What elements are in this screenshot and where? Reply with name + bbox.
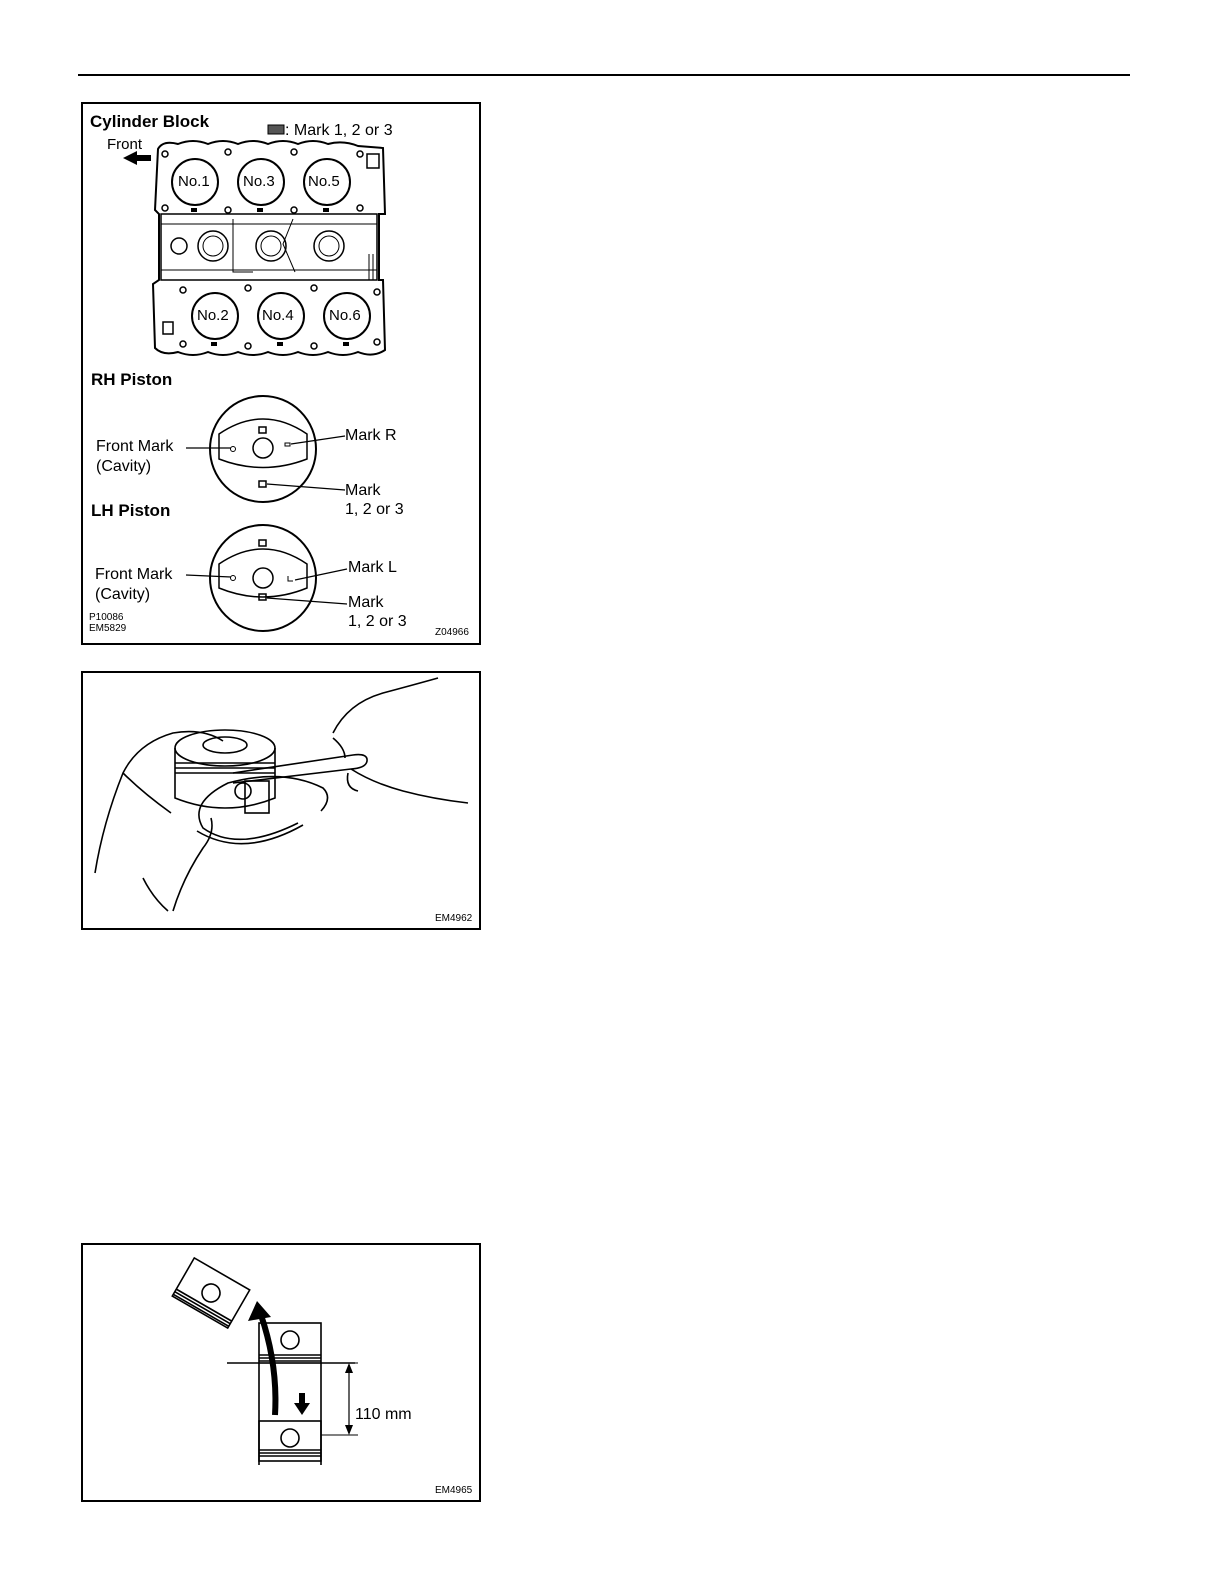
piston-ring-illustration bbox=[83, 673, 479, 928]
figure3-code: EM4965 bbox=[435, 1485, 473, 1496]
lh-mark-label: Mark bbox=[348, 594, 384, 611]
lh-mark-l-label: Mark L bbox=[348, 559, 397, 576]
dimension-label: 110 mm bbox=[355, 1406, 412, 1423]
lh-front-mark-label: Front Mark bbox=[95, 566, 173, 583]
figure2-code: EM4962 bbox=[435, 913, 473, 924]
front-label: Front bbox=[107, 136, 143, 153]
mark-legend-text: : Mark 1, 2 or 3 bbox=[285, 122, 393, 139]
rh-front-mark-label: Front Mark bbox=[96, 438, 174, 455]
cylinder-label-no1: No.1 bbox=[178, 173, 210, 190]
section-lh-piston-title: LH Piston bbox=[91, 501, 171, 520]
cylinder-label-no5: No.5 bbox=[308, 173, 340, 190]
rh-mark-label: Mark bbox=[345, 482, 381, 499]
figure1-code-z: Z04966 bbox=[435, 627, 469, 638]
cylinder-label-no3: No.3 bbox=[243, 173, 275, 190]
lh-mark-values: 1, 2 or 3 bbox=[348, 613, 407, 630]
cylinder-label-no6: No.6 bbox=[329, 307, 361, 324]
figure-piston-pin-heating bbox=[81, 1243, 481, 1502]
figure-cylinder-block-pistons bbox=[81, 102, 481, 645]
rh-mark-r-label: Mark R bbox=[345, 427, 397, 444]
header-rule bbox=[78, 74, 1130, 76]
rh-mark-values: 1, 2 or 3 bbox=[345, 501, 404, 518]
figure1-code-p: P10086 bbox=[89, 612, 124, 623]
section-cylinder-block-title: Cylinder Block bbox=[90, 112, 210, 131]
cylinder-label-no4: No.4 bbox=[262, 307, 294, 324]
figure-piston-ring-removal bbox=[81, 671, 481, 930]
lh-cavity-label: (Cavity) bbox=[95, 586, 151, 603]
piston-removal-illustration bbox=[83, 1245, 479, 1500]
rh-cavity-label: (Cavity) bbox=[96, 458, 152, 475]
cylinder-label-no2: No.2 bbox=[197, 307, 229, 324]
section-rh-piston-title: RH Piston bbox=[91, 370, 173, 389]
figure1-code-em: EM5829 bbox=[89, 623, 127, 634]
